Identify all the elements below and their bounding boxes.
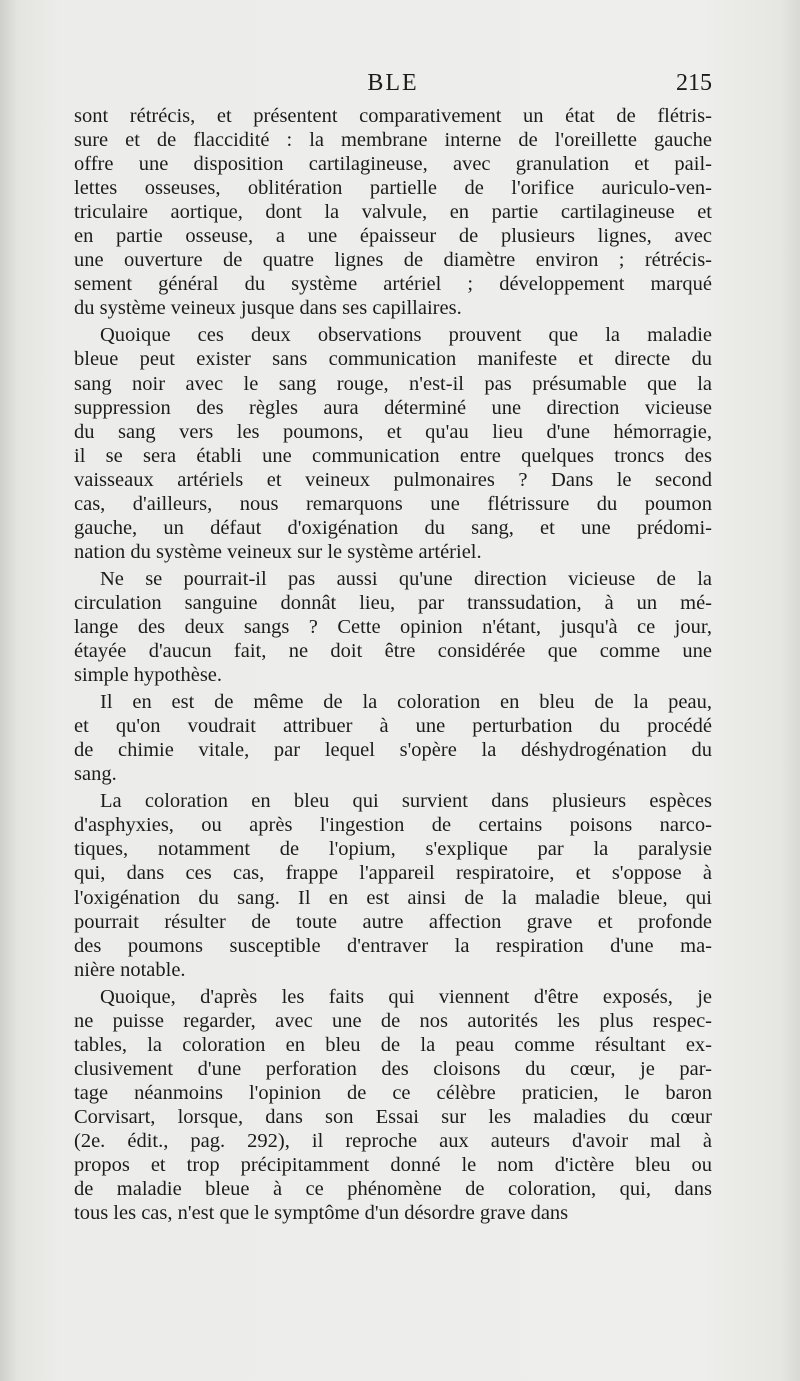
text-line: La coloration en bleu qui survient dans plusieurs espèces [100,790,712,813]
text-line: étayée d'aucun fait, ne doit être considérée que comme une [74,640,712,663]
text-line: Ne se pourrait-il pas aussi qu'une direction vicieuse de la [100,567,712,590]
text-line: nière notable. [74,958,186,981]
text-line: cas, d'ailleurs, nous remarquons une flétrissure du poumon [74,492,712,515]
text-line: nation du système veineux sur le système artériel. [74,540,482,563]
paragraph [74,985,712,1225]
text-line: vaisseaux artériels et veineux pulmonaires ? Dans le second [74,468,712,491]
text-line: lange des deux sangs ? Cette opinion n'étant, jusqu'à ce jour, [74,615,712,638]
paragraph [74,567,712,687]
text-line: bleue peut exister sans communication manifeste et directe du [74,348,712,371]
text-line: tiques, notamment de l'opium, s'explique par la paralysie [74,838,712,861]
text-line: et qu'on voudrait attribuer à une perturbation du procédé [74,715,712,738]
text-line: suppression des règles aura déterminé une direction vicieuse [74,396,712,419]
paragraph [74,104,712,320]
text-line: de maladie bleue à ce phénomène de coloration, qui, dans [74,1178,712,1201]
page-number: 215 [676,70,712,96]
text-line: sang noir avec le sang rouge, n'est-il pas présumable que la [74,372,712,395]
text-line: l'oxigénation du sang. Il en est ainsi de la maladie bleue, qui [74,886,712,909]
paragraph [74,323,712,563]
text-line: sont rétrécis, et présentent comparativement un état de flétris- [74,105,712,127]
running-head: BLE [367,70,419,96]
text-line: clusivement d'une perforation des cloisons du cœur, je par- [74,1057,712,1080]
text-line: Quoique ces deux observations prouvent que la maladie [100,324,712,347]
paragraph [74,690,712,786]
text-line: Quoique, d'après les faits qui viennent d'être exposés, je [100,985,712,1008]
text-line: il se sera établi une communication entre quelques troncs des [74,444,712,467]
text-line: propos et trop précipitamment donné le nom d'ictère bleu ou [74,1154,712,1177]
text-line: du système veineux jusque dans ses capillaires. [74,297,462,320]
text-line: sement général du système artériel ; développement marqué [74,273,712,296]
text-line: des poumons susceptible d'entraver la respiration d'une ma- [74,934,712,957]
text-line: Corvisart, lorsque, dans son Essai sur les maladies du cœur [74,1105,712,1128]
text-line: qui, dans ces cas, frappe l'appareil respiratoire, et s'oppose à [74,862,712,885]
text-line: en partie osseuse, a une épaisseur de plusieurs lignes, avec [74,225,712,248]
text-line: ne puisse regarder, avec une de nos autorités les plus respec- [74,1009,712,1032]
text-line: circulation sanguine donnât lieu, par transsudation, à un mé- [74,591,712,614]
text-line: d'asphyxies, ou après l'ingestion de certains poisons narco- [74,814,712,837]
text-line: du sang vers les poumons, et qu'au lieu d'une hémorragie, [74,420,712,443]
text-line: (2e. édit., pag. 292), il reproche aux auteurs d'avoir mal à [74,1129,712,1152]
body-text [74,104,712,1225]
text-line: sure et de flaccidité : la membrane interne de l'oreillette gauche [74,129,712,152]
text-line: simple hypothèse. [74,664,223,687]
text-line: pourrait résulter de toute autre affection grave et profonde [74,910,712,933]
text-line: de chimie vitale, par lequel s'opère la déshydrogénation du [74,739,712,762]
text-line: offre une disposition cartilagineuse, avec granulation et pail- [74,153,712,176]
text-line: tables, la coloration en bleu de la peau comme résultant ex- [74,1033,712,1056]
paragraph [74,789,712,981]
text-line: triculaire aortique, dont la valvule, en partie cartilagineuse et [74,201,712,224]
text-line: tous les cas, n'est que le symptôme d'un désordre grave dans [74,1202,569,1225]
text-line: lettes osseuses, oblitération partielle de l'orifice auriculo-ven- [74,177,712,200]
text-line: une ouverture de quatre lignes de diamètre environ ; rétrécis- [74,249,712,272]
text-line: sang. [74,763,117,786]
text-line: Il en est de même de la coloration en bleu de la peau, [100,691,712,714]
text-line: gauche, un défaut d'oxigénation du sang, et une prédomi- [74,516,712,539]
text-line: tage néanmoins l'opinion de ce célèbre praticien, le baron [74,1081,712,1104]
page-header [74,70,712,104]
